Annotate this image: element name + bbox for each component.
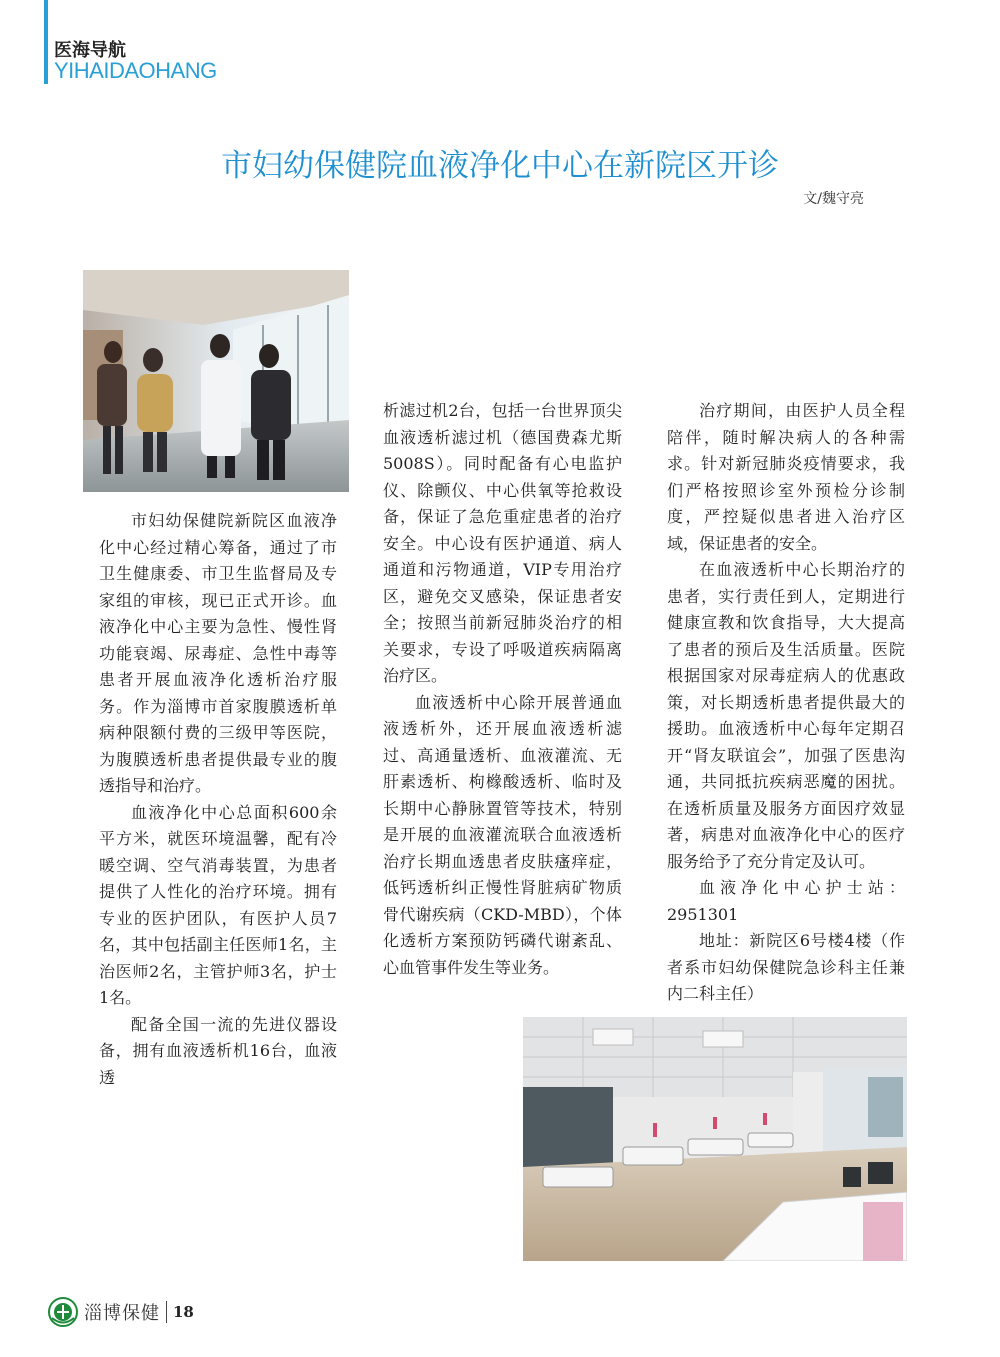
- article-title: 市妇幼保健院血液净化中心在新院区开诊: [221, 148, 779, 184]
- magazine-logo-icon: [48, 1297, 78, 1327]
- nurse-station-phone: 血液净化中心护士站：2951301: [667, 878, 905, 924]
- article-paragraph: 治疗期间，由医护人员全程陪伴，随时解决病人的各种需求。针对新冠肺炎疫情要求，我们严格按照诊室外预检分诊制度，严控疑似患者进入治疗区域，保证患者的安全。: [667, 401, 905, 553]
- address-and-author-note: 地址：新院区6号楼4楼（作者系市妇幼保健院急诊科主任兼内二科主任）: [667, 931, 905, 1003]
- dialysis-ward-image: [523, 1017, 907, 1261]
- hallway-visit-image: [83, 270, 349, 492]
- section-accent-bar: [44, 0, 48, 84]
- page-number: 18: [173, 1303, 194, 1321]
- photo-dialysis-ward: [523, 1017, 907, 1261]
- article-paragraph: 血液透析中心除开展普通血液透析外，还开展血液透析滤过、高通量透析、血液灌流、无肝素透析、枸橼酸透析、临时及长期中心静脉置管等技术，特别是开展的血液灌流联合血液透析治疗长期血透患者皮肤瘙痒症，低钙透析纠正慢性肾脏病矿物质骨代谢疾病（CKD-MBD），个体化透析方案预防钙磷代谢紊乱、心血管事件发生等业务。: [383, 692, 622, 977]
- magazine-name: 淄博保健: [84, 1303, 160, 1324]
- article-paragraph-continued: 析滤过机2台，包括一台世界顶尖血液透析滤过机（德国费森尤斯5008S）。同时配备有心电监护仪、除颤仪、中心供氧等抢救设备，保证了急危重症患者的治疗安全。中心设有医护通道、病人通道和污物通道，VIP专用治疗区，避免交叉感染，保证患者安全；按照当前新冠肺炎治疗的相关要求，专设了呼吸道疾病隔离治疗区。: [383, 401, 622, 685]
- article-paragraph: 市妇幼保健院新院区血液净化中心经过精心筹备，通过了市卫生健康委、市卫生监督局及专家组的审核，现已正式开诊。血液净化中心主要为急性、慢性肾功能衰竭、尿毒症、急性中毒等患者开展血液净化透析治疗服务。作为淄博市首家腹膜透析单病种限额付费的三级甲等医院，为腹膜透析患者提供最专业的腹透指导和治疗。: [99, 511, 337, 795]
- photo-hallway-visit: [83, 270, 349, 492]
- article-paragraph: 在血液透析中心长期治疗的患者，实行责任到人，定期进行健康宣教和饮食指导，大大提高了患者的预后及生活质量。医院根据国家对尿毒症病人的优惠政策，对长期透析患者提供最大的援助。血液透析中心每年定期召开“肾友联谊会”，加强了医患沟通，共同抵抗疾病恶魔的困扰。在透析质量及服务方面因疗效显著，病患对血液净化中心的医疗服务给予了充分肯定及认可。: [667, 560, 905, 871]
- footer-divider: [166, 1301, 167, 1323]
- article-column-1: [99, 508, 337, 1091]
- article-paragraph: 血液净化中心总面积600余平方米，就医环境温馨，配有冷暖空调、空气消毒装置，为患者提供了人性化的治疗环境。拥有专业的医护团队，有医护人员7名，其中包括副主任医师1名，主治医师2名，主管护师3名，护士1名。: [99, 802, 337, 1007]
- article-paragraph: 配备全国一流的先进仪器设备，拥有血液透析机16台，血液透: [99, 1014, 337, 1087]
- article-column-2: [383, 398, 622, 981]
- section-title-cn: 医海导航: [54, 40, 126, 61]
- article-byline: 文/魏守亮: [803, 191, 864, 207]
- page-footer: [48, 1296, 194, 1328]
- section-title-en: YIHAIDAOHANG: [54, 58, 217, 83]
- article-column-3: [667, 398, 905, 1008]
